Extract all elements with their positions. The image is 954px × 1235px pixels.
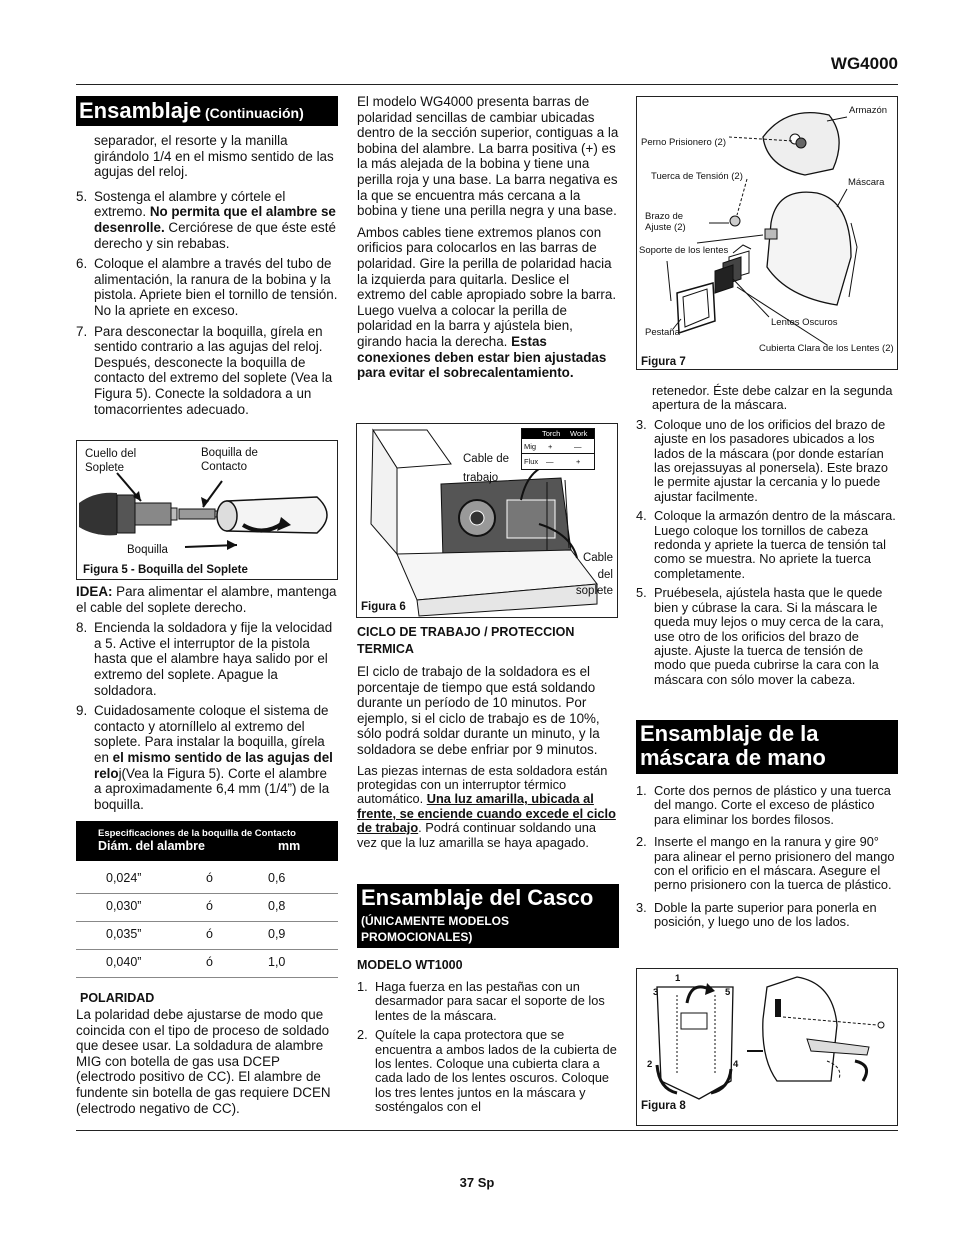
- label-adjust-arm: Brazo de Ajuste (2): [645, 211, 686, 233]
- label-bolt: Perno Prisionero (2): [641, 137, 727, 148]
- hand-mask-steps-list: [636, 784, 898, 930]
- fig8-num-5: 5: [725, 987, 731, 998]
- top-rule: [76, 84, 898, 85]
- figure-6-caption: Figura 6: [361, 601, 406, 613]
- section-header-casco: [357, 884, 619, 948]
- list-item: 2. Quítele la capa protectora que se encuentra a ambos lados de la cubierta de los lentes. Coloque una cubierta clara a cada lado de los lentes oscuros. Coloque los tres lentes juntos en la máscara y sosténgalos con el: [357, 1027, 617, 1115]
- figure-8: [636, 968, 898, 1126]
- label-tension-nut: Tuerca de Tensión (2): [651, 171, 743, 182]
- table-header: [76, 821, 338, 861]
- label-work-cable: Cable de trabajo: [463, 453, 510, 484]
- helmet-steps: [357, 957, 619, 1120]
- polarity-section: [76, 990, 342, 1116]
- column-1: [76, 96, 338, 422]
- list-item: 5. Sostenga el alambre y córtele el extremo. No permita que el alambre se desenrolle. Cerciórese de que éste esté derecho y sin rebabas.: [76, 188, 336, 251]
- table-col-wire: Diám. del alambre: [98, 839, 205, 853]
- polarity-chart: Torch Work Mig + — Flux — +: [521, 428, 595, 470]
- fig8-num-1: 1: [675, 973, 681, 984]
- helmet-section-subtitle: (ÚNICAMENTE MODELOS PROMOCIONALES): [361, 914, 509, 944]
- column-2: [357, 94, 619, 381]
- hand-mask-steps: [636, 784, 898, 935]
- duty-cycle-section: [357, 624, 619, 850]
- figure-6: [356, 423, 618, 618]
- polarity-bars-text: El modelo WG4000 presenta barras de polaridad sencillas de cambiar ubicadas dentro de la sección superior, contiguas a la bobina del alambre. La barra positiva (+) es la más alejada de la bobina y tiene una perilla roja y una base. La barra negativa es la que se encuentra más cercana a la bobina y tiene una perilla negra y una base.: [357, 94, 619, 219]
- helmet-steps-list: [357, 980, 619, 1115]
- list-item: 5. Pruébesela, ajústela hasta que le quede bien y cúbrase la cara. Si la máscara le queda muy lejos o muy cerca de la cara, use otro de los orificios del brazo de ajuste. Ajuste la tuerca de tensión de modo que pueda cubrirse la cara con la máscara con sólo mover la cabeza.: [636, 585, 884, 687]
- list-item: 6. Coloque el alambre a través del tubo de alimentación, la ranura de la bobina y la pistola. Apriete bien el tornillo de tensión. No la apriete en exceso.: [76, 256, 338, 318]
- table-row: 0,024” ó 0,6: [76, 865, 338, 893]
- fig8-num-4: 4: [733, 1059, 739, 1070]
- label-torch-cable: Cable del soplete: [575, 552, 613, 597]
- list-item: 3. Doble la parte superior para ponerla en posición, y luego uno de los lados.: [636, 899, 877, 930]
- cable-connection-text: Ambos cables tiene extremos planos con orificios para colocarlos en las barras de polaridad. Gire la perilla de polaridad hacia la izquierda para quitarla. Deslice el extremo del cable apropiado sobre la barra. Luego vuelva a colocar la perilla de polaridad en la barra y ajústela bien, girando hacia la derecha. Estas conexiones deben estar bien ajustadas para evitar el sobrecalentamiento.: [357, 224, 617, 381]
- figure-5-caption: Figura 5 - Boquilla del Soplete: [83, 564, 248, 576]
- table-col-mm: mm: [278, 839, 301, 853]
- polarity-heading: POLARIDAD: [80, 991, 155, 1005]
- section-header-ensamblaje: [76, 96, 338, 126]
- label-mask: Máscara: [848, 177, 885, 188]
- label-dark-lens: Lentes Oscuros: [771, 317, 838, 328]
- section-title: Ensamblaje: [79, 98, 202, 123]
- steps-list-1: [76, 189, 338, 417]
- list-item: 9. Cuidadosamente coloque el sistema de contacto y atorníllelo al extremo del soplete. Para instalar la boquilla, gírela en el mismo sentido de las agujas del reloj(Vea la Figura 5). Corte el alambre a aproximadamente 6,4 mm (1/4”) de la boquilla.: [76, 703, 333, 812]
- label-lens-holder: Soporte de los lentes: [639, 245, 729, 256]
- helmet-steps-list-2: [636, 418, 898, 687]
- list-item: 4. Coloque la armazón dentro de la máscara. Luego coloque los tornillos de cabeza redonda y apriete la tuerca de tensión tal como se muestra. No apriete la tuerca completamente.: [636, 508, 896, 581]
- section-title-cont: (Continuación): [205, 105, 304, 121]
- idea-note: IDEA: Para alimentar el alambre, mantenga el cable del soplete derecho.: [76, 584, 337, 615]
- page-number: 37 Sp: [459, 1175, 495, 1190]
- figure-8-caption: Figura 8: [641, 1100, 686, 1112]
- steps-list-2: [76, 620, 338, 812]
- continued-text: retenedor. Éste debe calzar en la segunda apertura de la máscara.: [652, 383, 893, 413]
- list-item: 2. Inserte el mango en la ranura y gire 90° para alinear el perno prisionero del mango con el orificio en el máscara. Asegure el perno prisionero con la tuerca de plástico.: [636, 834, 895, 893]
- list-item: 8. Encienda la soldadora y fije la velocidad a 5. Active el interruptor de la pistola hasta que el alambre haya salido por el extremo del soplete. Apague la soldadora.: [76, 620, 333, 698]
- table-row: 0,035” ó 0,9: [76, 921, 338, 949]
- thermal-protection-text: Las piezas internas de esta soldadora están protegidas con un interruptor térmico automático. Una luz amarilla, ubicada al frente, se enciende cuando excede el ciclo de trabajo. Podrá continuar soldando una vez que la luz amarilla se haya apagado.: [357, 762, 616, 850]
- helmet-section-title: Ensamblaje del Casco: [361, 885, 594, 910]
- polarity-text: La polaridad debe ajustarse de modo que coincida con el tipo de proceso de soldado que desee usar. La soldadura de alambre MIG con botella de gas usa DCEP (electrodo positivo de CC). El alambre de fundente sin botella de gas requiere DCEN (electrodo negativo de CC).: [76, 1007, 331, 1116]
- hand-mask-section-title: Ensamblaje de la máscara de mano: [640, 721, 826, 770]
- list-item: 1. Haga fuerza en las pestañas con un desarmador para sacar el soporte de los lentes de la máscara.: [357, 979, 605, 1023]
- label-tab: Pestaña: [645, 327, 680, 338]
- figure-7-caption: Figura 7: [641, 356, 686, 368]
- table-row: 0,030” ó 0,8: [76, 893, 338, 921]
- contact-tip-spec-table: [76, 821, 338, 978]
- model-number: WG4000: [830, 54, 898, 73]
- label-nozzle: Boquilla: [127, 544, 168, 556]
- list-item: 3. Coloque uno de los orificios del brazo de ajuste en los pasadores ubicados a los lados de la máscara (por donde estarían las orejassuyas al ponersela). Este brazo le permite ajustar la cercania y lo puede ajustar facilmente.: [636, 416, 889, 504]
- table-title: Especificaciones de la boquilla de Contacto: [98, 828, 296, 839]
- bottom-rule: [76, 1130, 898, 1131]
- model-wt1000-heading: MODELO WT1000: [357, 958, 463, 972]
- torch-nozzle-drawing: [77, 441, 338, 580]
- table-row: 0,040” ó 1,0: [76, 949, 338, 977]
- figure-5: [76, 440, 338, 580]
- duty-cycle-heading: CICLO DE TRABAJO / PROTECCION TERMICA: [357, 625, 575, 656]
- fig8-num-3: 3: [653, 987, 659, 998]
- column-3-steps: [636, 384, 898, 692]
- section-header-hand-mask: [636, 720, 898, 774]
- table-body: [76, 865, 338, 978]
- intro-text: separador, el resorte y la manilla girándolo 1/4 en el mismo sentido de las agujas del reloj.: [94, 133, 334, 180]
- list-item: 7. Para desconectar la boquilla, gírela en sentido contrario a las agujas del reloj. Después, desconecte la boquilla de contacto del extremo del soplete (Vea la Figura 5). Conecte la soldadora a un tomacorrientes adecuado.: [76, 323, 333, 417]
- label-clear-cover: Cubierta Clara de los Lentes (2): [759, 343, 894, 354]
- duty-cycle-text: El ciclo de trabajo de la soldadora es el porcentaje de tiempo que está soldando durante un período de 10 minutos. Por ejemplo, si el ciclo de trabajo es de 10%, sólo podrá soldar durante un minuto, y la soldadora se debe enfriar por 9 minutos.: [357, 664, 600, 757]
- fig8-num-2: 2: [647, 1059, 653, 1070]
- label-frame: Armazón: [849, 105, 888, 116]
- label-contact-tip: Boquilla de Contacto: [201, 447, 258, 473]
- list-item: 1. Corte dos pernos de plástico y una tuerca del mango. Corte el exceso de plástico para eliminar los bordes filosos.: [636, 783, 891, 827]
- figure-7: [636, 96, 898, 370]
- label-torch-neck: Cuello del Soplete: [85, 448, 137, 474]
- column-1-lower: [76, 584, 338, 817]
